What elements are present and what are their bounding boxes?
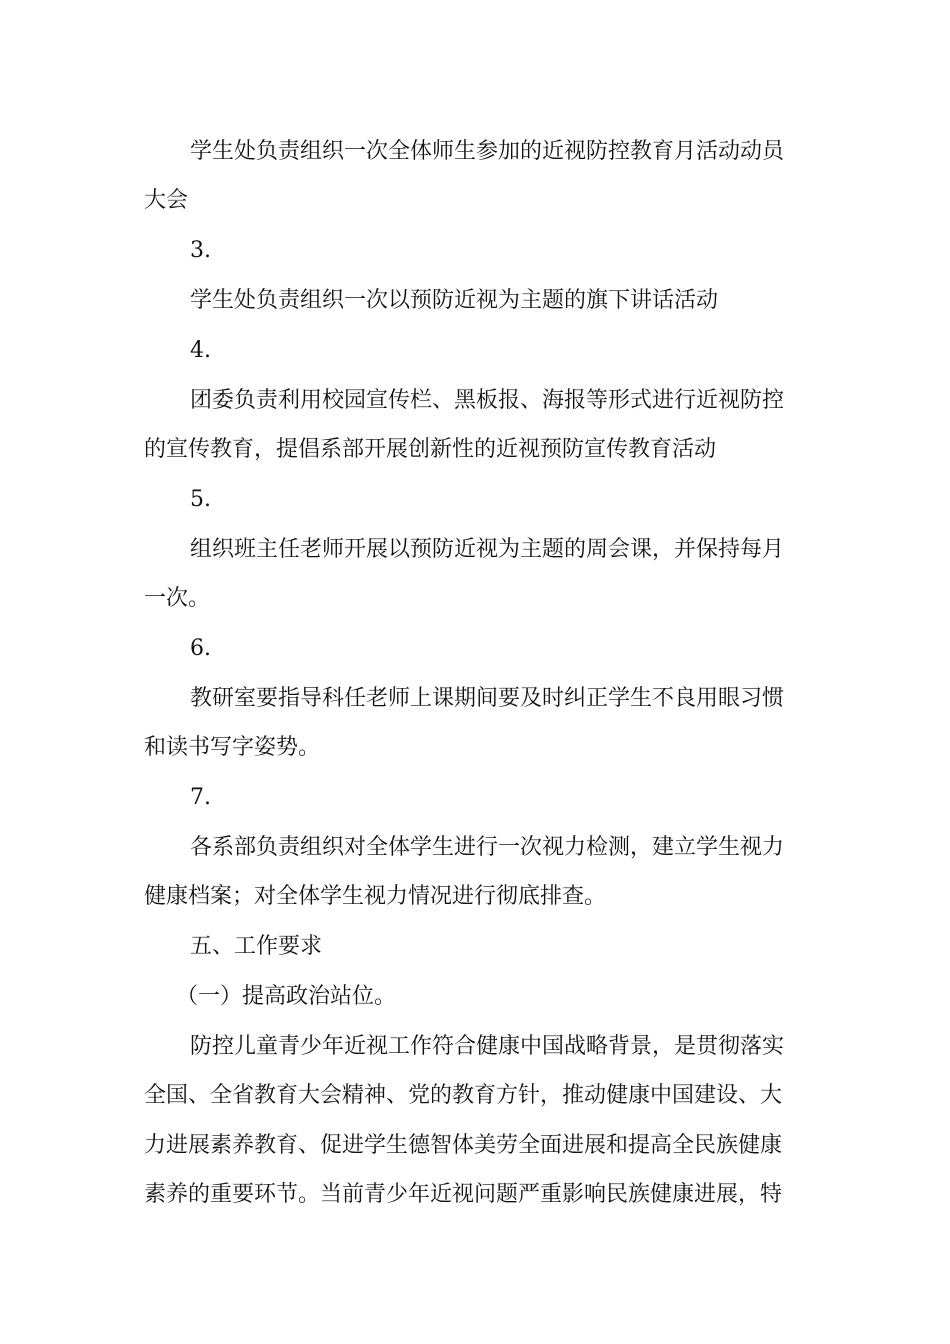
- paragraph-line: 防控儿童青少年近视工作符合健康中国战略背景，是贯彻落实: [190, 1034, 785, 1059]
- paragraph-line: 和读书写字姿势。: [144, 735, 321, 760]
- paragraph-line: 全国、全省教育大会精神、党的教育方针，推动健康中国建设、大: [144, 1083, 783, 1108]
- paragraph-line: 组织班主任老师开展以预防近视为主题的周会课，并保持每月: [190, 537, 785, 562]
- paragraph-line: 力进展素养教育、促进学生德智体美劳全面进展和提高全民族健康: [144, 1133, 783, 1158]
- paragraph-line: 团委负责利用校园宣传栏、黑板报、海报等形式进行近视防控: [190, 388, 785, 413]
- paragraph-line: 大会: [144, 188, 189, 213]
- list-number: 4.: [190, 338, 211, 363]
- list-number: 5.: [190, 487, 211, 512]
- paragraph-line: 学生处负责组织一次全体师生参加的近视防控教育月活动动员: [190, 139, 785, 164]
- paragraph-line: 各系部负责组织对全体学生进行一次视力检测，建立学生视力: [190, 835, 785, 860]
- paragraph-line: 学生处负责组织一次以预防近视为主题的旗下讲话活动: [190, 288, 719, 313]
- list-number: 7.: [190, 785, 211, 810]
- paragraph-line: 健康档案；对全体学生视力情况进行彻底排查。: [144, 884, 607, 909]
- section-heading: 五、工作要求: [190, 934, 323, 959]
- list-number: 6.: [190, 636, 211, 661]
- paragraph-line: 的宣传教育，提倡系部开展创新性的近视预防宣传教育活动: [144, 437, 717, 462]
- paragraph-line: 一次。: [144, 586, 211, 611]
- paragraph-line: 教研室要指导科任老师上课期间要及时纠正学生不良用眼习惯: [190, 686, 785, 711]
- paragraph-line: 素养的重要环节。当前青少年近视问题严重影响民族健康进展，特: [144, 1182, 783, 1207]
- subsection-heading: （一）提高政治站位。: [176, 984, 397, 1009]
- list-number: 3.: [190, 238, 211, 263]
